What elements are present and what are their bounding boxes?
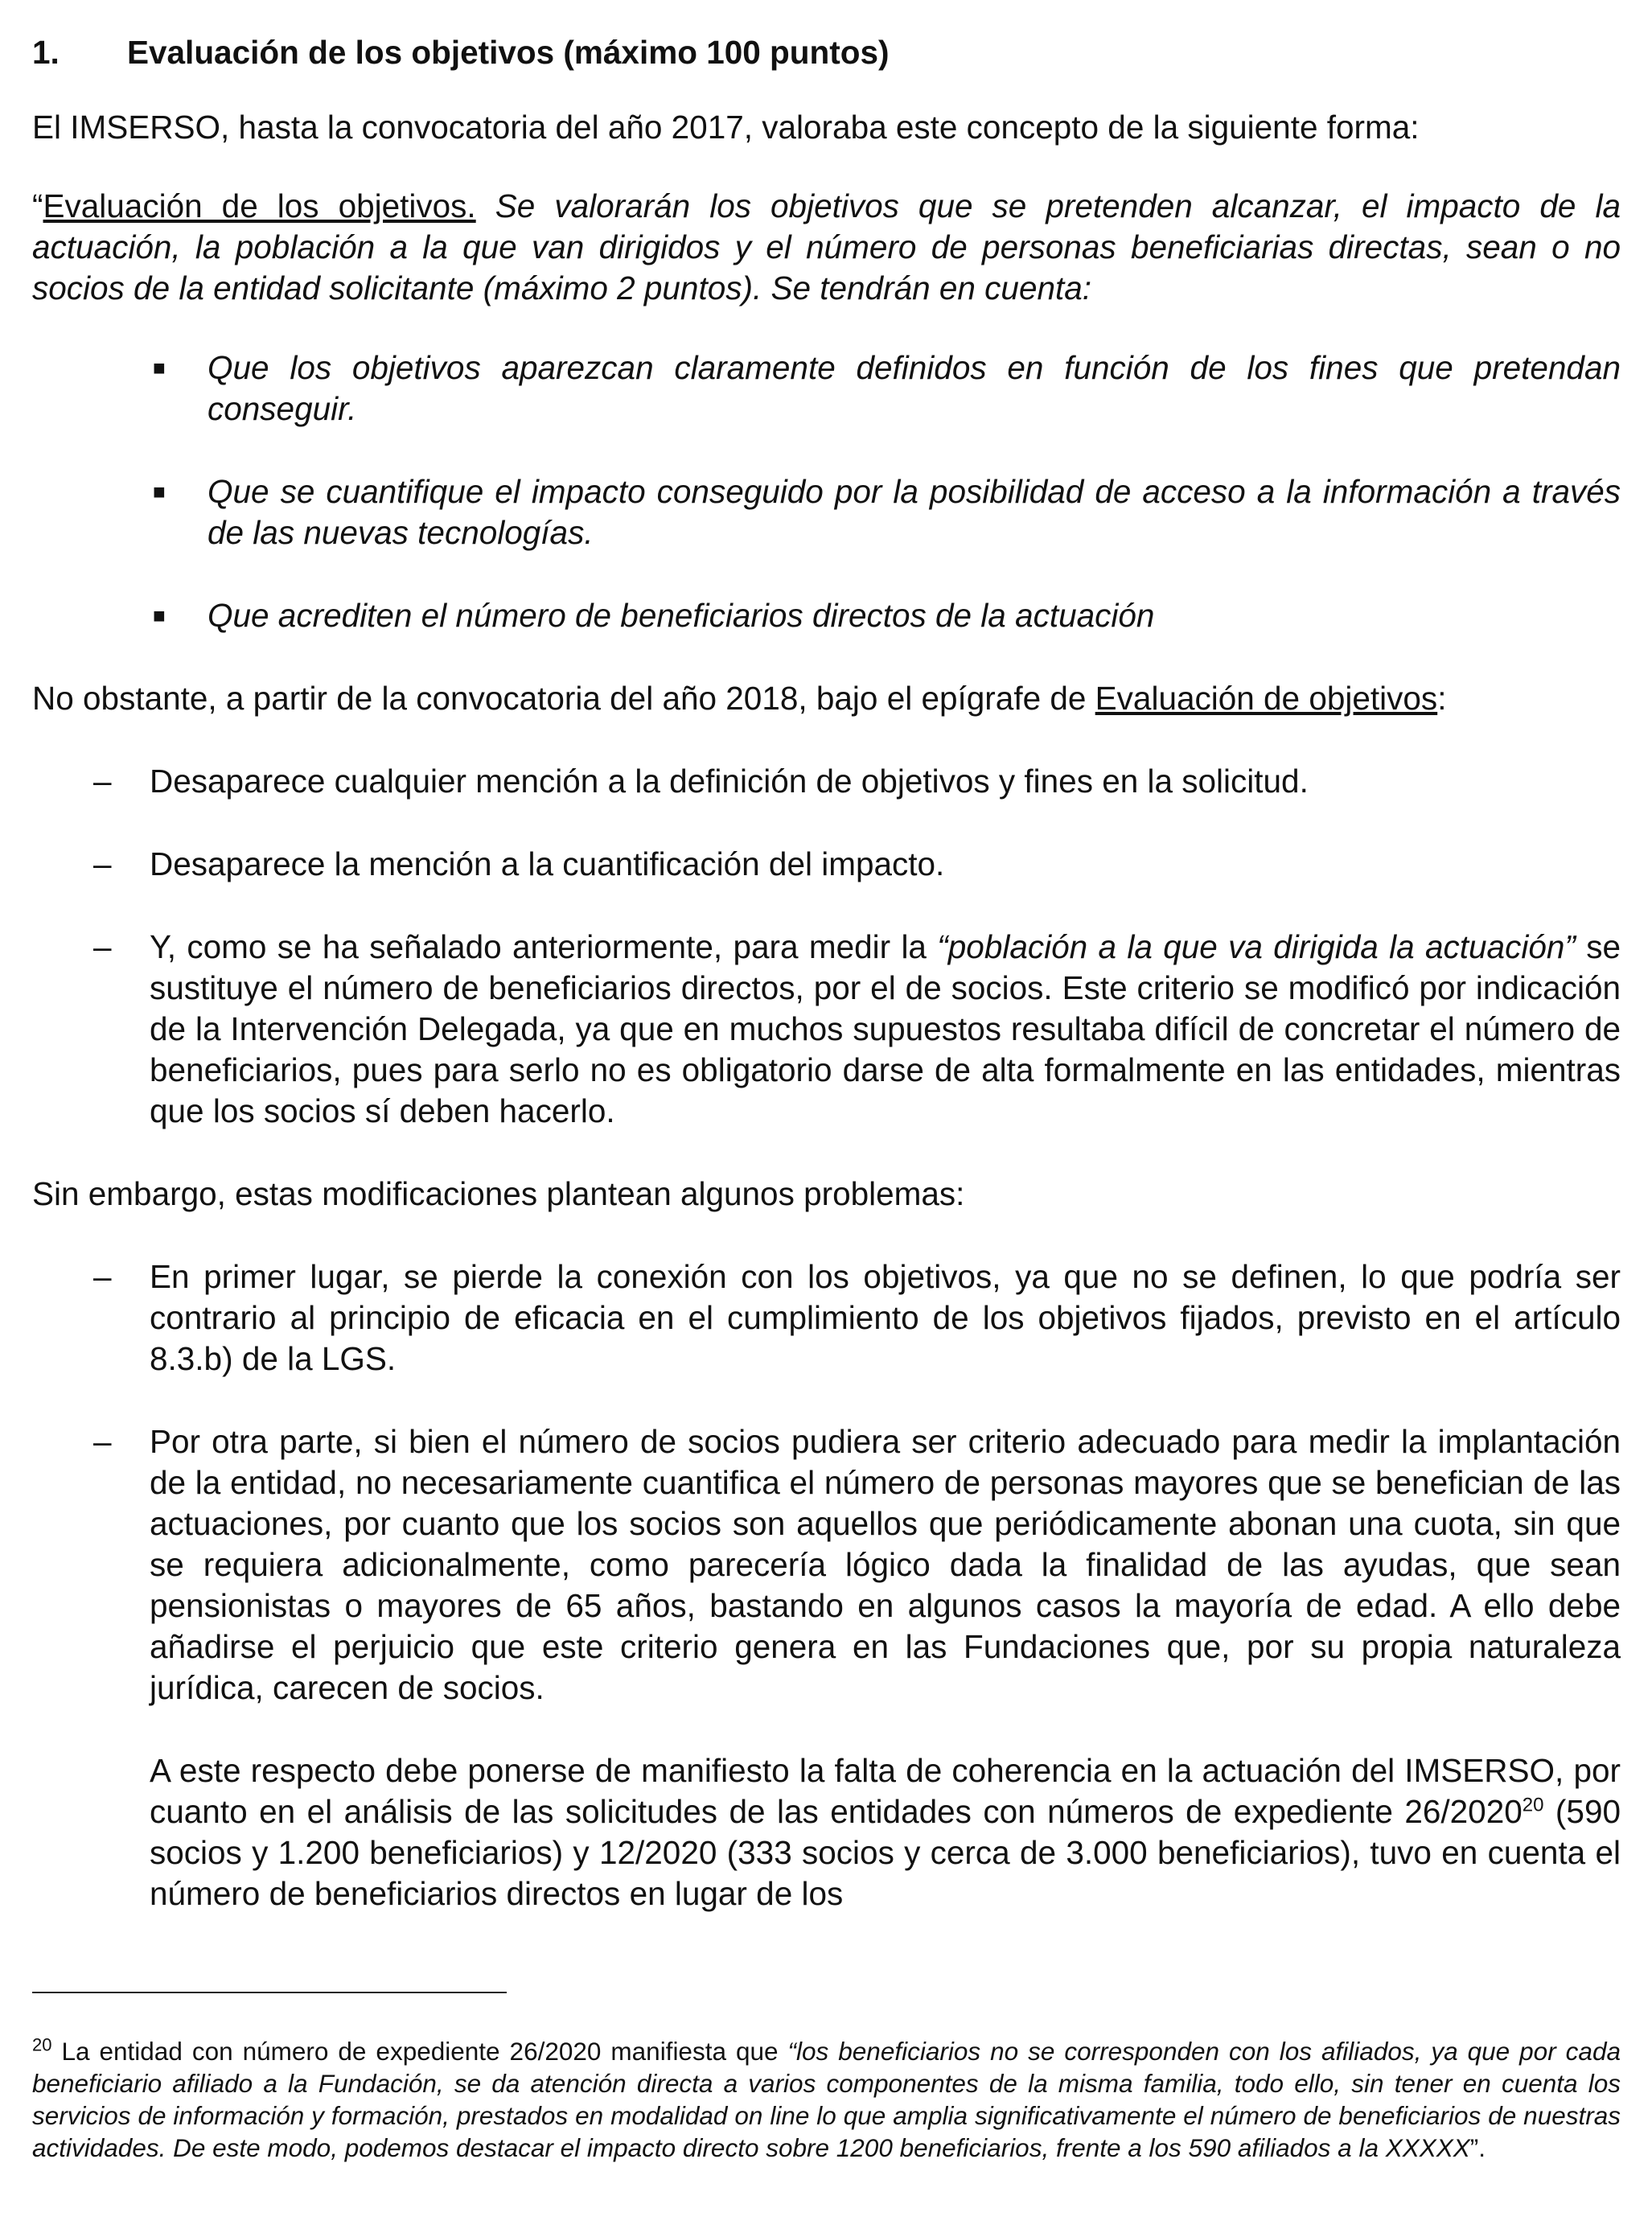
list-item: – Y, como se ha señalado anteriormente, para medir la “población a la que va dirigida la actuación” se sustituye el número de beneficiarios directos, por el de socios. Este criterio se modificó por indicación de la Intervención Delegada, ya que en muchos supuestos resultaba difícil de concretar el número de beneficiarios, pues para serlo no es obligatorio darse de alta formalmente en las entidades, mientras que los socios sí deben hacerlo.: [93, 928, 1621, 1129]
bullet-square-icon: ■: [153, 356, 166, 380]
section-number: 1.: [32, 34, 60, 71]
dash-icon: –: [93, 763, 112, 800]
epigraph-title: Evaluación de objetivos: [1095, 680, 1438, 717]
changes-list: [32, 761, 1621, 1132]
list-item: – Desaparece la mención a la cuantificación del impacto.: [32, 844, 1621, 885]
criterion-title: Evaluación de los objetivos.: [43, 187, 476, 224]
dash-icon: –: [93, 928, 112, 965]
transition-paragraph: No obstante, a partir de la convocatoria del año 2018, bajo el epígrafe de Evaluación de objetivos:: [32, 680, 1447, 717]
footnote-separator: [32, 1992, 507, 1993]
section-title: Evaluación de los objetivos (máximo 100 puntos): [127, 34, 890, 71]
problems-intro: Sin embargo, estas modificaciones plantean algunos problemas:: [32, 1175, 965, 1212]
criteria-list: [32, 347, 1621, 636]
section-heading: [32, 32, 1621, 73]
list-item: [32, 347, 1621, 430]
intro-paragraph: El IMSERSO, hasta la convocatoria del año 2017, valoraba este concepto de la siguiente forma:: [32, 109, 1420, 146]
footnote-number: 20: [32, 2034, 52, 2055]
document-page: [32, 32, 1621, 1914]
list-item-text: Que los objetivos aparezcan claramente definidos en función de los fines que pretendan conseguir.: [208, 349, 1621, 427]
footnote-reference[interactable]: 20: [1522, 1794, 1544, 1816]
list-item: – En primer lugar, se pierde la conexión con los objetivos, ya que no se definen, lo que podría ser contrario al principio de eficacia en el cumplimiento de los objetivos fijados, previsto en el artículo 8.3.b) de la LGS.: [93, 1258, 1621, 1377]
bullet-square-icon: ■: [153, 603, 166, 627]
list-item-text: Que acrediten el número de beneficiarios directos de la actuación: [208, 597, 1155, 634]
criterion-text: Se valorarán los objetivos que se pretenden alcanzar, el impacto de la actuación, la población a la que van dirigidos y el número de personas beneficiarias directas, sean o no socios de la entidad solicitante (máximo 2 puntos). Se tendrán en cuenta:: [32, 187, 1621, 306]
list-item: [32, 595, 1621, 636]
list-item-text: Que se cuantifique el impacto conseguido por la posibilidad de acceso a la información a través de las nuevas tecnologías.: [208, 473, 1621, 551]
list-item: – Por otra parte, si bien el número de socios pudiera ser criterio adecuado para medir la implantación de la entidad, no necesariamente cuantifica el número de personas mayores que se benefician de las actuaciones, por cuanto que los socios son aquellos que periódicamente abonan una cuota, sin que se requiera adicionalmente, como parecería lógico dada la finalidad de las ayudas, que sean pensionistas o mayores de 65 años, bastando en algunos casos la mayoría de edad. A ello debe añadirse el perjuicio que este criterio genera en las Fundaciones que, por su propia naturaleza jurídica, carecen de socios.: [93, 1423, 1621, 1706]
dash-icon: –: [93, 1423, 112, 1460]
dash-icon: –: [93, 845, 112, 882]
list-item: – Desaparece cualquier mención a la definición de objetivos y fines en la solicitud.: [32, 761, 1621, 802]
bullet-square-icon: ■: [153, 479, 166, 504]
problems-list: [32, 1256, 1621, 1709]
open-quote: “: [32, 187, 43, 224]
footnote: $^{20}$ La entidad con número de expediente 26/2020 manifiesta que “los beneficiarios no se corresponden con los afiliados, ya que por cada beneficiario afiliado a la Fundación, se da atención directa a varios componentes de la misma familia, todo ello, sin tener en cuenta los servicios de información y formación, prestados en modalidad on line lo que amplia significativamente el número de beneficiarios de nuestras actividades. De este modo, podemos destacar el impacto directo sobre 1200 beneficiarios, frente a los 590 afiliados a la XXXXX”.: [32, 2034, 1621, 2162]
quoted-criterion: [32, 186, 1621, 309]
dash-icon: –: [93, 1258, 112, 1295]
coherence-paragraph: A este respecto debe ponerse de manifiesto la falta de coherencia en la actuación del IMSERSO, por cuanto en el análisis de las solicitudes de las entidades con números de expediente 26/2020$^{20}$ (590 socios y 1.200 beneficiarios) y 12/2020 (333 socios y cerca de 3.000 beneficiarios), tuvo en cuenta el número de beneficiarios directos en lugar de los: [150, 1752, 1621, 1912]
list-item: [32, 471, 1621, 553]
